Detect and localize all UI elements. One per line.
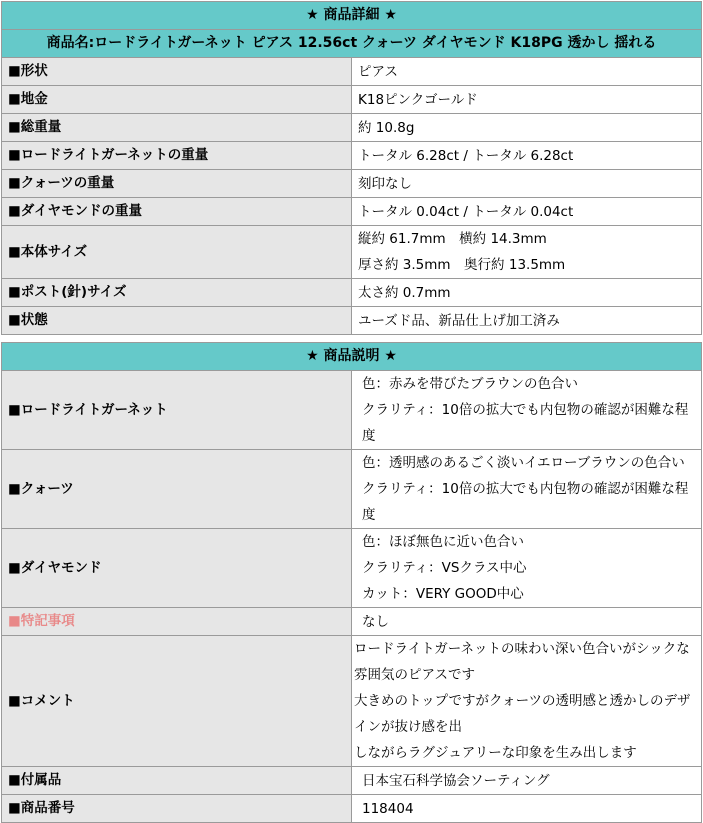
row-value (352, 198, 702, 226)
row-label: ■付属品 (2, 767, 352, 795)
row-label: ■ロードライトガーネットの重量 (2, 142, 352, 170)
row-value (352, 371, 702, 450)
row-label: ■本体サイズ (2, 226, 352, 279)
row-value (352, 636, 702, 767)
row-label: ■地金 (2, 86, 352, 114)
table-row (2, 170, 702, 198)
table-row (2, 226, 702, 279)
value-line: 色：ほぼ無色に近い色合い (362, 534, 524, 550)
value-line: 色：赤みを帯びたブラウンの色合い (362, 376, 578, 392)
value-line: 大きめのトップですがクォーツの透明感と透かしのデザインが抜け感を出 (354, 693, 691, 735)
product-description-table (1, 342, 702, 823)
row-label: ■ダイヤモンドの重量 (2, 198, 352, 226)
value-line: なし (362, 613, 389, 630)
row-value (352, 114, 702, 142)
row-value (352, 170, 702, 198)
row-label: ■ロードライトガーネット (2, 371, 352, 450)
table-row (2, 636, 702, 767)
value-line: 118404 (362, 800, 414, 817)
row-value (352, 226, 702, 279)
value-line: トータル 6.28ct / トータル 6.28ct (358, 147, 574, 164)
table-row (2, 114, 702, 142)
value-line: ロードライトガーネットの味わい深い色合いがシックな雰囲気のピアスです (354, 641, 690, 683)
row-label: ■形状 (2, 58, 352, 86)
value-line: カット：VERY GOOD中心 (362, 586, 524, 602)
value-line: クラリティ：VSクラス中心 (362, 560, 527, 576)
value-line: ユーズド品、新品仕上げ加工済み (358, 312, 560, 329)
description-header: ★ 商品説明 ★ (2, 343, 702, 371)
value-line: 約 10.8g (358, 119, 415, 136)
product-details-table (1, 1, 702, 335)
value-line: 刻印なし (358, 175, 412, 192)
row-label: ■クォーツの重量 (2, 170, 352, 198)
row-value (352, 767, 702, 795)
value-line: ピアス (358, 63, 398, 80)
value-line: クラリティ：10倍の拡大でも内包物の確認が困難な程度 (362, 481, 689, 523)
product-name: 商品名:ロードライトガーネット ピアス 12.56ct クォーツ ダイヤモンド K18PG 透かし 揺れる (2, 30, 702, 58)
table-row (2, 58, 702, 86)
table-row (2, 142, 702, 170)
row-value (352, 142, 702, 170)
value-line: 色：透明感のあるごく淡いイエローブラウンの色合い (362, 455, 685, 471)
table-row (2, 608, 702, 636)
value-line: 縦約 61.7mm 横約 14.3mm (358, 231, 547, 247)
value-line: K18ピンクゴールド (358, 91, 478, 108)
row-label: ■クォーツ (2, 450, 352, 529)
table-row (2, 279, 702, 307)
row-value (352, 795, 702, 823)
table-row (2, 307, 702, 335)
row-value (352, 608, 702, 636)
value-line: クラリティ：10倍の拡大でも内包物の確認が困難な程度 (362, 402, 689, 444)
row-label: ■ダイヤモンド (2, 529, 352, 608)
value-line: しながらラグジュアリーな印象を生み出します (354, 745, 637, 761)
row-value (352, 86, 702, 114)
row-label: ■総重量 (2, 114, 352, 142)
row-label: ■商品番号 (2, 795, 352, 823)
row-value (352, 279, 702, 307)
row-value (352, 529, 702, 608)
row-value (352, 307, 702, 335)
row-label: ■状態 (2, 307, 352, 335)
value-line: 日本宝石科学協会ソーティング (362, 772, 550, 789)
details-header: ★ 商品詳細 ★ (2, 2, 702, 30)
row-value (352, 58, 702, 86)
table-row (2, 198, 702, 226)
table-row (2, 529, 702, 608)
value-line: トータル 0.04ct / トータル 0.04ct (358, 203, 574, 220)
table-row (2, 767, 702, 795)
value-line: 太さ約 0.7mm (358, 284, 451, 301)
row-label: ■ポスト(針)サイズ (2, 279, 352, 307)
row-value (352, 450, 702, 529)
row-label: ■コメント (2, 636, 352, 767)
value-line: 厚さ約 3.5mm 奥行約 13.5mm (358, 257, 566, 273)
table-row (2, 86, 702, 114)
row-label: ■特記事項 (2, 608, 352, 636)
table-row (2, 371, 702, 450)
table-row (2, 450, 702, 529)
table-row (2, 795, 702, 823)
